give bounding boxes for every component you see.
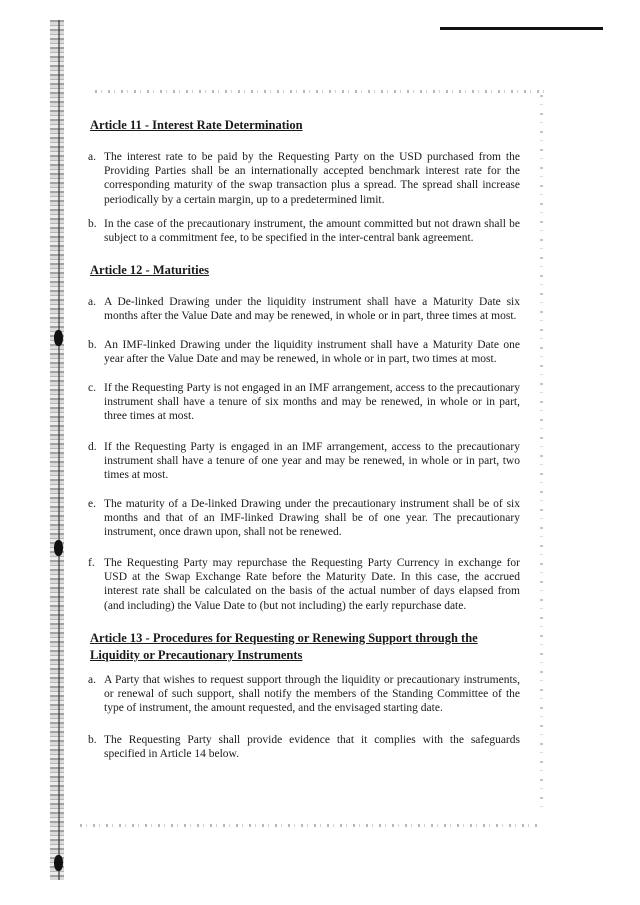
item-marker: c. <box>88 382 96 394</box>
item-marker: b. <box>88 339 97 351</box>
list-item <box>88 556 520 613</box>
item-text: The Requesting Party shall provide evidence that it complies with the safeguards specified in Article 14 below. <box>104 734 520 761</box>
article-13-heading: Article 13 - Procedures for Requesting or Renewing Support through the Liquidity or Precautionary Instruments <box>90 631 478 662</box>
top-rule <box>440 27 603 30</box>
item-text: The Requesting Party may repurchase the Requesting Party Currency in exchange for USD at the Swap Exchange Rate before the Maturity Date. In this case, the accrued interest rate shall be calculated on the basis of the actual number of days elapsed from (and including) the Value Date to (but not including) the early repurchase date. <box>104 557 520 612</box>
item-marker: b. <box>88 734 97 746</box>
item-text: In the case of the precautionary instrument, the amount committed but not drawn shall be subject to a commitment fee, to be specified in the inter-central bank agreement. <box>104 218 520 245</box>
item-text: The interest rate to be paid by the Requesting Party on the USD purchased from the Providing Parties shall be an internationally accepted benchmark interest rate for the corresponding maturity of the swap transaction plus a spread. The spread shall increase periodically by a certain margin, up to a predetermined limit. <box>104 151 520 206</box>
list-item <box>88 338 520 366</box>
list-item <box>88 217 520 245</box>
item-text: An IMF-linked Drawing under the liquidity instrument shall have a Maturity Date one year after the Value Date and may be renewed, in whole or in part, two times at most. <box>104 339 520 366</box>
item-marker: a. <box>88 674 96 686</box>
list-item <box>88 673 520 716</box>
item-text: A De-linked Drawing under the liquidity instrument shall have a Maturity Date six months after the Value Date and may be renewed, in whole or in part, three times at most. <box>104 296 520 323</box>
list-item <box>88 381 520 424</box>
scan-hole-mark <box>54 330 63 346</box>
scan-hole-mark <box>54 540 63 556</box>
list-item <box>88 295 520 323</box>
scan-hole-mark <box>54 855 63 871</box>
item-text: If the Requesting Party is engaged in an IMF arrangement, access to the precautionary instrument shall have a tenure of one year and may be renewed, in whole or in part, two times at most. <box>104 441 520 482</box>
article-11-heading: Article 11 - Interest Rate Determination <box>90 118 303 132</box>
list-item <box>88 497 520 540</box>
item-text: The maturity of a De-linked Drawing under the precautionary instrument shall be of six months and that of an IMF-linked Drawing shall be of one year. The precautionary instrument, once drawn upon, shall not be renewed. <box>104 498 520 539</box>
item-text: A Party that wishes to request support through the liquidity or precautionary instruments, or renewal of such support, shall notify the members of the Standing Committee of the type of instrument, the amount requested, and the envisaged starting date. <box>104 674 520 715</box>
scan-left-edge-line <box>58 20 60 880</box>
item-marker: a. <box>88 296 96 308</box>
item-marker: e. <box>88 498 96 510</box>
scan-noise-bottom <box>80 824 540 827</box>
list-item <box>88 150 520 207</box>
item-marker: a. <box>88 151 96 163</box>
item-text: If the Requesting Party is not engaged in an IMF arrangement, access to the precautionary instrument shall have a tenure of six months and may be renewed, in whole or in part, three times at most. <box>104 382 520 423</box>
article-12-heading: Article 12 - Maturities <box>90 263 210 277</box>
list-item <box>88 733 520 761</box>
item-marker: d. <box>88 441 97 453</box>
item-marker: b. <box>88 218 97 230</box>
scan-left-edge <box>50 20 64 880</box>
scan-noise-top <box>95 90 545 93</box>
list-item <box>88 440 520 483</box>
scan-right-edge <box>540 95 543 815</box>
item-marker: f. <box>88 557 95 569</box>
